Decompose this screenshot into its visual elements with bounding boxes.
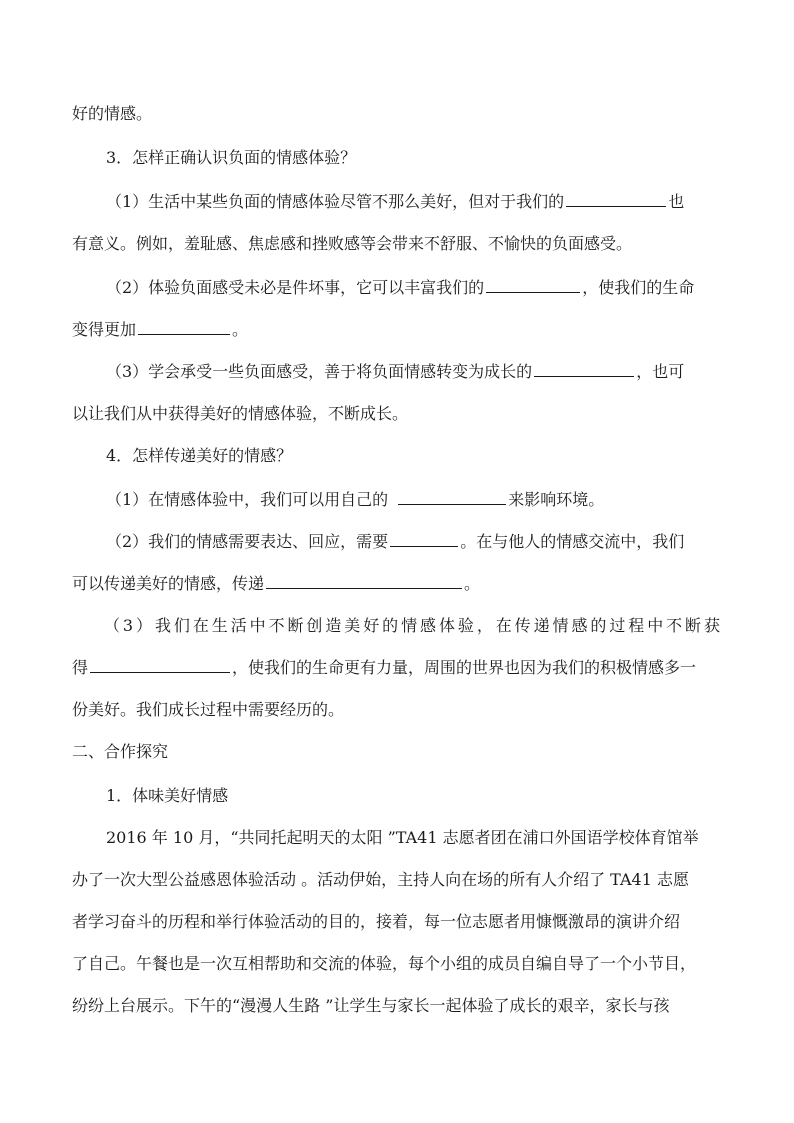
text: 变得更加 [72, 320, 137, 339]
text: 1．体味美好情感 [106, 786, 229, 805]
text: 了自己。午餐也是一次互相帮助和交流的体验，每个小组的成员自编自导了一个小节目， [72, 954, 697, 973]
paragraph-line [72, 996, 669, 1016]
text-line [72, 104, 152, 124]
text: 办了一次大型公益感恩体验活动 。活动伊始，主持人向在场的所有人介绍了 TA41 志愿 [72, 870, 689, 889]
text: 有意义。例如，羞耻感、焦虑感和挫败感等会带来不舒服、不愉快的负面感受。 [72, 234, 633, 253]
text: （1）生活中某些负面的情感体验尽管不那么美好，但对于我们的 [106, 192, 565, 211]
answer-blank[interactable] [566, 192, 666, 207]
paragraph-line [72, 954, 696, 974]
subsection-heading [106, 786, 228, 806]
text-line [106, 192, 684, 212]
text-line [72, 320, 248, 340]
text: 得 [72, 658, 89, 677]
text: 。 [232, 320, 249, 339]
text: 可以传递美好的情感，传递 [72, 574, 265, 593]
text: 4．怎样传递美好的情感？ [106, 446, 293, 465]
text: （1）在情感体验中，我们可以用自己的 [106, 490, 389, 509]
answer-blank[interactable] [486, 278, 580, 293]
text: 份美好。我们成长过程中需要经历的。 [72, 700, 345, 719]
answer-blank[interactable] [390, 532, 458, 547]
text-line [72, 574, 480, 594]
question-heading-4 [106, 446, 292, 466]
paragraph-line [72, 912, 680, 932]
text: 。 [464, 574, 481, 593]
text: （2）体验负面感受未必是件坏事，它可以丰富我们的 [106, 278, 485, 297]
text: 以让我们从中获得美好的情感体验，不断成长。 [72, 404, 409, 423]
answer-blank[interactable] [138, 320, 230, 335]
text: （3）我们在生活中不断创造美好的情感体验，在传递情感的过程中不断获 [104, 616, 720, 635]
text: ，使我们的生命 [582, 278, 695, 297]
answer-blank[interactable] [90, 658, 230, 673]
paragraph-line [72, 870, 689, 890]
text-line [104, 616, 720, 636]
text-line [106, 532, 684, 552]
text: 3．怎样正确认识负面的情感体验？ [106, 148, 357, 167]
text: 好的情感。 [72, 104, 153, 123]
text: （3）学会承受一些负面感受，善于将负面情感转变为成长的 [106, 362, 533, 381]
text: 也 [668, 192, 685, 211]
question-heading-3 [106, 148, 356, 168]
text: （2）我们的情感需要表达、回应，需要 [106, 532, 389, 551]
text: 者学习奋斗的历程和举行体验活动的目的，接着，每一位志愿者用慷慨激昂的演讲介绍 [72, 912, 681, 931]
answer-blank[interactable] [534, 362, 634, 377]
text-line [106, 362, 684, 382]
text-line [72, 404, 408, 424]
paragraph-line [106, 828, 699, 848]
text: 来影响环境。 [508, 490, 605, 509]
text: 2016 年 10 月，“共同托起明天的太阳 ”TA41 志愿者团在浦口外国语学校体育馆举 [106, 828, 699, 847]
text: 。在与他人的情感交流中，我们 [460, 532, 685, 551]
text: 纷纷上台展示。下午的“漫漫人生路 ”让学生与家长一起体验了成长的艰辛，家长与孩 [72, 996, 670, 1015]
text: 二、合作探究 [72, 742, 169, 761]
text-line [72, 658, 696, 678]
text: ，使我们的生命更有力量，周围的世界也因为我们的积极情感多一 [232, 658, 697, 677]
text-line [106, 278, 694, 298]
text: ，也可 [636, 362, 685, 381]
text-line [106, 490, 604, 510]
text-line [72, 700, 344, 720]
text-line [72, 234, 632, 254]
answer-blank[interactable] [266, 574, 462, 589]
section-heading [72, 742, 168, 762]
answer-blank[interactable] [398, 490, 506, 505]
